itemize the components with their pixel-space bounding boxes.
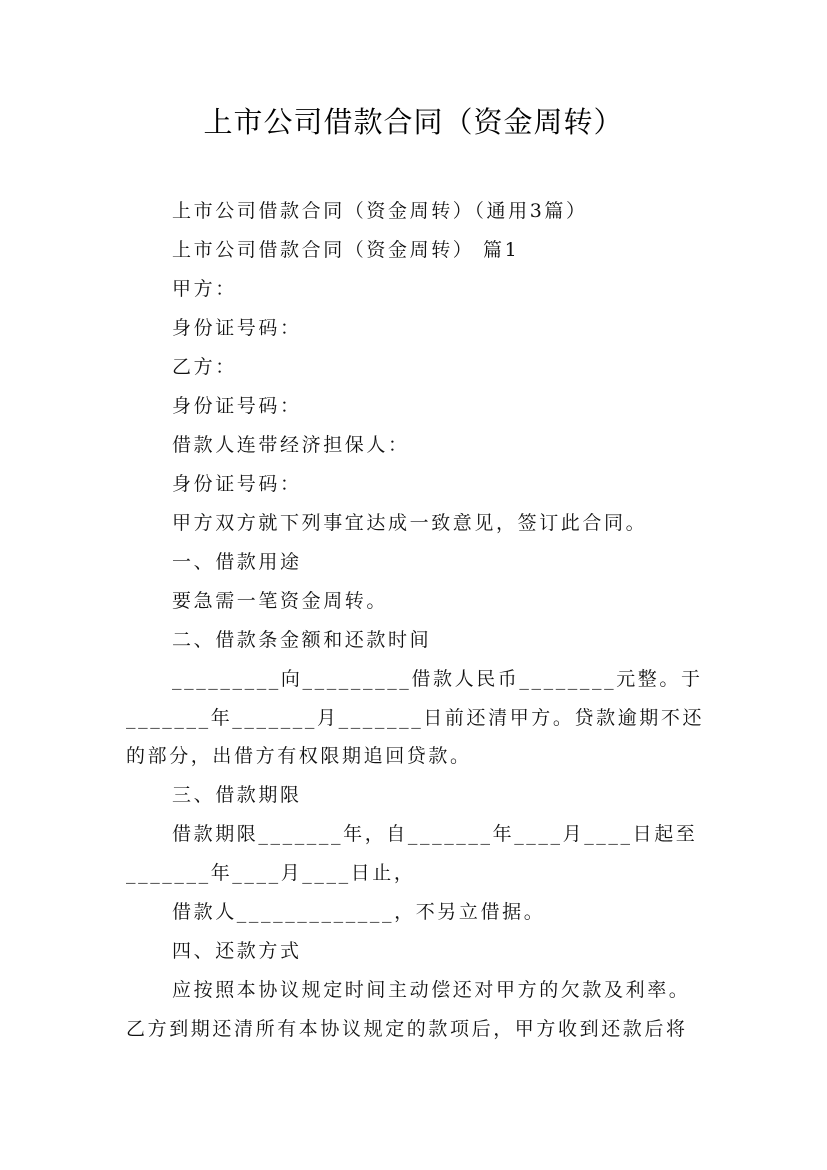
clause-3-heading: 三、借款期限	[172, 784, 302, 806]
clause-2-body-line3: 的部分，出借方有权限期追回贷款。	[126, 745, 472, 767]
clause-4-body-line1: 应按照本协议规定时间主动偿还对甲方的欠款及利率。	[172, 979, 691, 1001]
document-title: 上市公司借款合同（资金周转）	[203, 105, 624, 139]
subtitle-line: 上市公司借款合同（资金周转）（通用3篇）	[172, 200, 588, 222]
guarantor-id-label: 身份证号码：	[172, 473, 302, 495]
clause-1-body: 要急需一笔资金周转。	[172, 590, 389, 612]
party-b-id-label: 身份证号码：	[172, 395, 302, 417]
party-a-label: 甲方：	[172, 278, 237, 300]
guarantor-label: 借款人连带经济担保人：	[172, 434, 410, 456]
clause-2-heading: 二、借款条金额和还款时间	[172, 629, 432, 651]
clause-3-body-line3: 借款人_____________，不另立借据。	[172, 901, 546, 923]
clause-2-body-line2: _______年_______月_______日前还清甲方。贷款逾期不还	[126, 707, 705, 729]
clause-2-body-line1: _________向_________借款人民币________元整。于	[172, 668, 703, 690]
clause-4-heading: 四、还款方式	[172, 940, 302, 962]
clause-3-body-line1: 借款期限_______年，自_______年____月____日起至	[172, 823, 698, 845]
section-heading-part1: 上市公司借款合同（资金周转） 篇1	[172, 239, 520, 261]
clause-3-body-line2: _______年____月____日止，	[126, 862, 416, 884]
agreement-statement: 甲方双方就下列事宜达成一致意见，签订此合同。	[172, 512, 648, 534]
clause-1-heading: 一、借款用途	[172, 551, 302, 573]
party-b-label: 乙方：	[172, 356, 237, 378]
clause-4-body-line2: 乙方到期还清所有本协议规定的款项后，甲方收到还款后将	[126, 1018, 688, 1040]
party-a-id-label: 身份证号码：	[172, 317, 302, 339]
